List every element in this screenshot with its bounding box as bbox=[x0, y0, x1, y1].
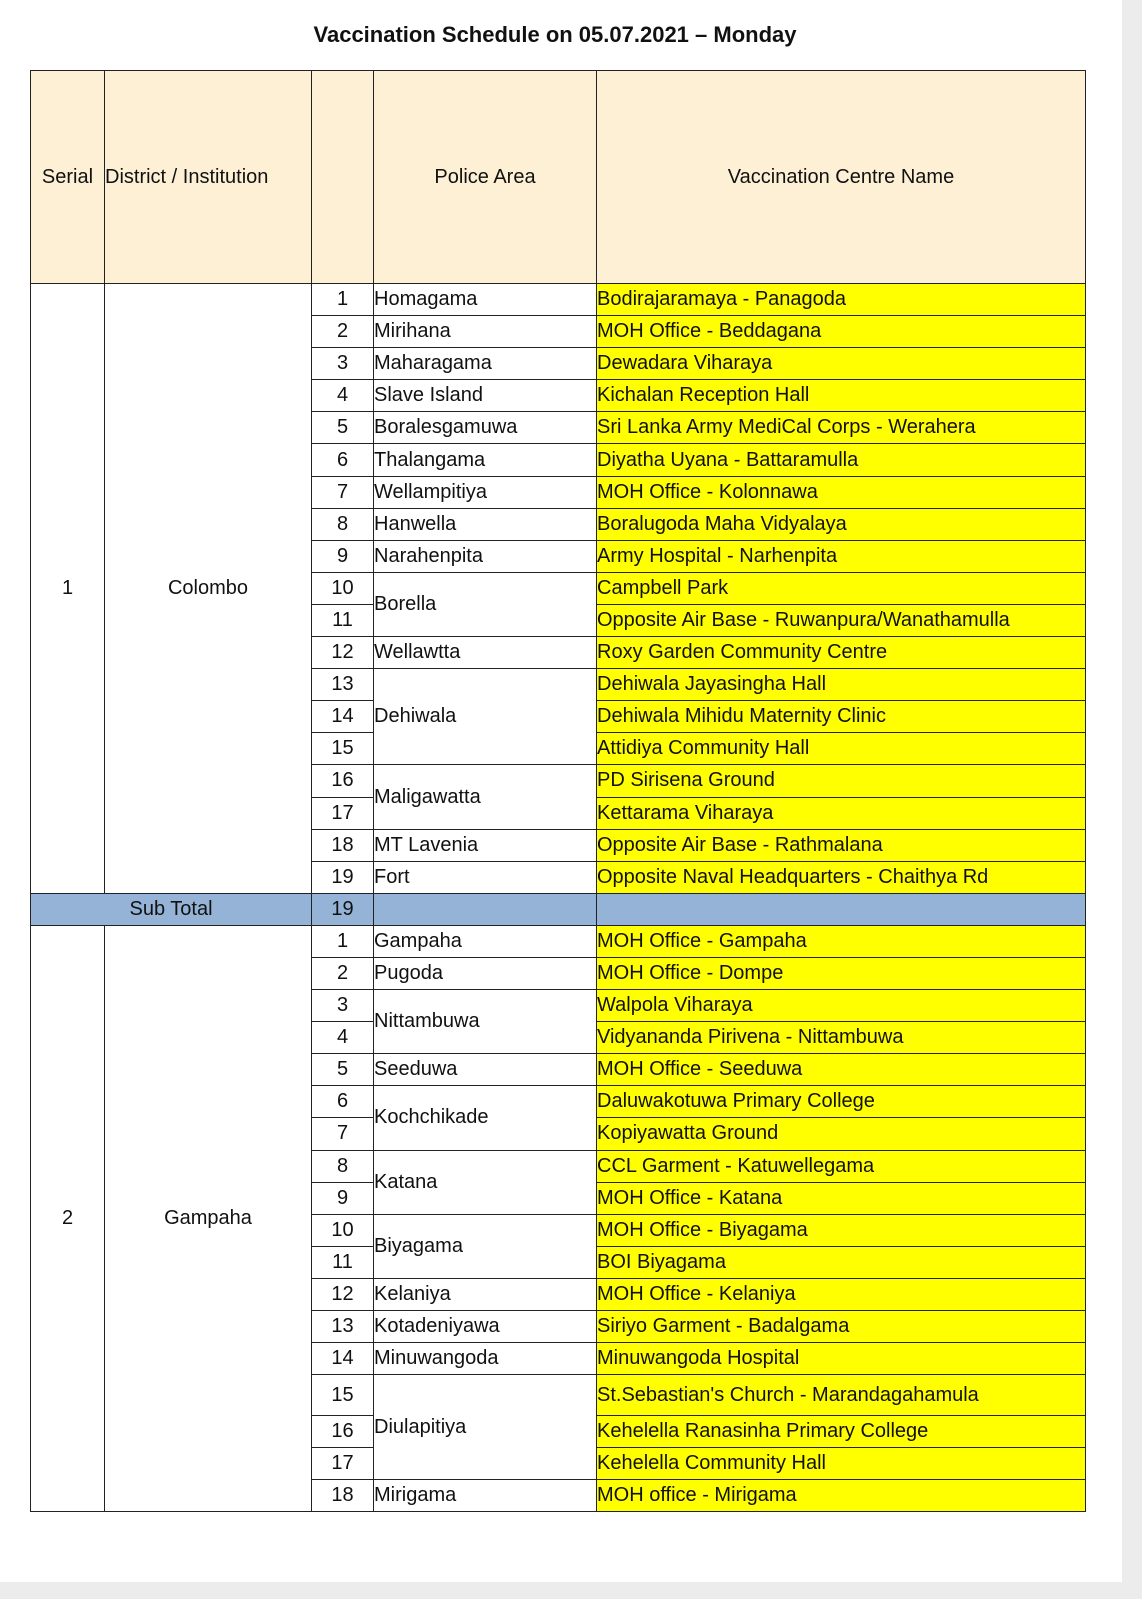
row-number: 13 bbox=[312, 669, 374, 701]
row-number: 9 bbox=[312, 1182, 374, 1214]
centre-name-cell: MOH Office - Biyagama bbox=[597, 1214, 1086, 1246]
centre-name-cell: Dehiwala Jayasingha Hall bbox=[597, 669, 1086, 701]
row-number: 4 bbox=[312, 380, 374, 412]
centre-name-cell: MOH Office - Gampaha bbox=[597, 925, 1086, 957]
centre-name-cell: St.Sebastian's Church - Marandagahamula bbox=[597, 1375, 1086, 1416]
district-cell: Gampaha bbox=[105, 925, 312, 1512]
centre-name-cell: Army Hospital - Narhenpita bbox=[597, 540, 1086, 572]
police-area-cell: Slave Island bbox=[374, 380, 597, 412]
page-title: Vaccination Schedule on 05.07.2021 – Monday bbox=[313, 22, 797, 47]
table-row bbox=[31, 284, 1086, 316]
police-area-cell: Seeduwa bbox=[374, 1054, 597, 1086]
district-cell: Colombo bbox=[105, 284, 312, 894]
centre-name-cell: Opposite Naval Headquarters - Chaithya Rd bbox=[597, 861, 1086, 893]
centre-name-cell: MOH Office - Beddagana bbox=[597, 316, 1086, 348]
police-area-cell: Katana bbox=[374, 1150, 597, 1214]
centre-name-cell: MOH Office - Kolonnawa bbox=[597, 476, 1086, 508]
row-number: 2 bbox=[312, 316, 374, 348]
row-number: 15 bbox=[312, 1375, 374, 1416]
police-area-cell: Narahenpita bbox=[374, 540, 597, 572]
centre-name-cell: Opposite Air Base - Ruwanpura/Wanathamulla bbox=[597, 604, 1086, 636]
police-area-cell: Maligawatta bbox=[374, 765, 597, 829]
row-number: 8 bbox=[312, 1150, 374, 1182]
row-number: 8 bbox=[312, 508, 374, 540]
subtotal-row bbox=[31, 893, 1086, 925]
subtotal-empty bbox=[597, 893, 1086, 925]
row-number: 9 bbox=[312, 540, 374, 572]
row-number: 14 bbox=[312, 1343, 374, 1375]
police-area-cell: Biyagama bbox=[374, 1214, 597, 1278]
row-number: 11 bbox=[312, 1246, 374, 1278]
centre-name-cell: Campbell Park bbox=[597, 572, 1086, 604]
serial-cell: 2 bbox=[31, 925, 105, 1512]
row-number: 12 bbox=[312, 637, 374, 669]
centre-name-cell: MOH Office - Katana bbox=[597, 1182, 1086, 1214]
centre-name-cell: Diyatha Uyana - Battaramulla bbox=[597, 444, 1086, 476]
subtotal-empty bbox=[374, 893, 597, 925]
centre-name-cell: Siriyo Garment - Badalgama bbox=[597, 1311, 1086, 1343]
police-area-cell: Fort bbox=[374, 861, 597, 893]
schedule-body bbox=[31, 284, 1086, 1512]
centre-name-cell: Kehelella Ranasinha Primary College bbox=[597, 1416, 1086, 1448]
police-area-cell: Kelaniya bbox=[374, 1278, 597, 1310]
row-number: 18 bbox=[312, 829, 374, 861]
row-number: 5 bbox=[312, 1054, 374, 1086]
subtotal-value: 19 bbox=[312, 893, 374, 925]
row-number: 17 bbox=[312, 797, 374, 829]
centre-name-cell: MOH Office - Seeduwa bbox=[597, 1054, 1086, 1086]
row-number: 10 bbox=[312, 572, 374, 604]
police-area-cell: Diulapitiya bbox=[374, 1375, 597, 1480]
row-number: 13 bbox=[312, 1311, 374, 1343]
row-number: 6 bbox=[312, 444, 374, 476]
police-area-cell: MT Lavenia bbox=[374, 829, 597, 861]
police-area-cell: Wellawtta bbox=[374, 637, 597, 669]
centre-name-cell: BOI Biyagama bbox=[597, 1246, 1086, 1278]
row-number: 12 bbox=[312, 1278, 374, 1310]
centre-name-cell: Attidiya Community Hall bbox=[597, 733, 1086, 765]
centre-name-cell: PD Sirisena Ground bbox=[597, 765, 1086, 797]
row-number: 3 bbox=[312, 348, 374, 380]
row-number: 15 bbox=[312, 733, 374, 765]
row-number: 6 bbox=[312, 1086, 374, 1118]
centre-name-cell: Boralugoda Maha Vidyalaya bbox=[597, 508, 1086, 540]
row-number: 1 bbox=[312, 925, 374, 957]
police-area-cell: Gampaha bbox=[374, 925, 597, 957]
row-number: 3 bbox=[312, 990, 374, 1022]
police-area-cell: Boralesgamuwa bbox=[374, 412, 597, 444]
row-number: 7 bbox=[312, 476, 374, 508]
header-row bbox=[31, 71, 1086, 284]
centre-name-cell: Dewadara Viharaya bbox=[597, 348, 1086, 380]
header-centre-name: Vaccination Centre Name bbox=[597, 71, 1086, 284]
police-area-cell: Borella bbox=[374, 572, 597, 636]
centre-name-cell: Roxy Garden Community Centre bbox=[597, 637, 1086, 669]
row-number: 17 bbox=[312, 1448, 374, 1480]
row-number: 7 bbox=[312, 1118, 374, 1150]
row-number: 10 bbox=[312, 1214, 374, 1246]
centre-name-cell: Kopiyawatta Ground bbox=[597, 1118, 1086, 1150]
row-number: 4 bbox=[312, 1022, 374, 1054]
police-area-cell: Dehiwala bbox=[374, 669, 597, 765]
centre-name-cell: MOH Office - Dompe bbox=[597, 957, 1086, 989]
row-number: 14 bbox=[312, 701, 374, 733]
centre-name-cell: Dehiwala Mihidu Maternity Clinic bbox=[597, 701, 1086, 733]
row-number: 11 bbox=[312, 604, 374, 636]
row-number: 16 bbox=[312, 1416, 374, 1448]
centre-name-cell: Sri Lanka Army MediCal Corps - Werahera bbox=[597, 412, 1086, 444]
centre-name-cell: Walpola Viharaya bbox=[597, 990, 1086, 1022]
centre-name-cell: Kettarama Viharaya bbox=[597, 797, 1086, 829]
centre-name-cell: Daluwakotuwa Primary College bbox=[597, 1086, 1086, 1118]
police-area-cell: Nittambuwa bbox=[374, 990, 597, 1054]
centre-name-cell: Kichalan Reception Hall bbox=[597, 380, 1086, 412]
police-area-cell: Mirihana bbox=[374, 316, 597, 348]
header-district: District / Institution bbox=[105, 71, 312, 284]
police-area-cell: Wellampitiya bbox=[374, 476, 597, 508]
row-number: 19 bbox=[312, 861, 374, 893]
police-area-cell: Minuwangoda bbox=[374, 1343, 597, 1375]
subtotal-label: Sub Total bbox=[31, 893, 312, 925]
police-area-cell: Thalangama bbox=[374, 444, 597, 476]
centre-name-cell: MOH office - Mirigama bbox=[597, 1480, 1086, 1512]
centre-name-cell: Minuwangoda Hospital bbox=[597, 1343, 1086, 1375]
police-area-cell: Pugoda bbox=[374, 957, 597, 989]
police-area-cell: Mirigama bbox=[374, 1480, 597, 1512]
centre-name-cell: Opposite Air Base - Rathmalana bbox=[597, 829, 1086, 861]
centre-name-cell: MOH Office - Kelaniya bbox=[597, 1278, 1086, 1310]
centre-name-cell: Kehelella Community Hall bbox=[597, 1448, 1086, 1480]
centre-name-cell: Bodirajaramaya - Panagoda bbox=[597, 284, 1086, 316]
police-area-cell: Hanwella bbox=[374, 508, 597, 540]
centre-name-cell: CCL Garment - Katuwellegama bbox=[597, 1150, 1086, 1182]
row-number: 2 bbox=[312, 957, 374, 989]
header-serial: Serial bbox=[31, 71, 105, 284]
table-row bbox=[31, 925, 1086, 957]
header-police-area: Police Area bbox=[374, 71, 597, 284]
police-area-cell: Kochchikade bbox=[374, 1086, 597, 1150]
row-number: 5 bbox=[312, 412, 374, 444]
row-number: 16 bbox=[312, 765, 374, 797]
row-number: 18 bbox=[312, 1480, 374, 1512]
police-area-cell: Kotadeniyawa bbox=[374, 1311, 597, 1343]
header-number bbox=[312, 71, 374, 284]
schedule-table bbox=[30, 70, 1086, 1512]
row-number: 1 bbox=[312, 284, 374, 316]
serial-cell: 1 bbox=[31, 284, 105, 894]
police-area-cell: Maharagama bbox=[374, 348, 597, 380]
police-area-cell: Homagama bbox=[374, 284, 597, 316]
centre-name-cell: Vidyananda Pirivena - Nittambuwa bbox=[597, 1022, 1086, 1054]
